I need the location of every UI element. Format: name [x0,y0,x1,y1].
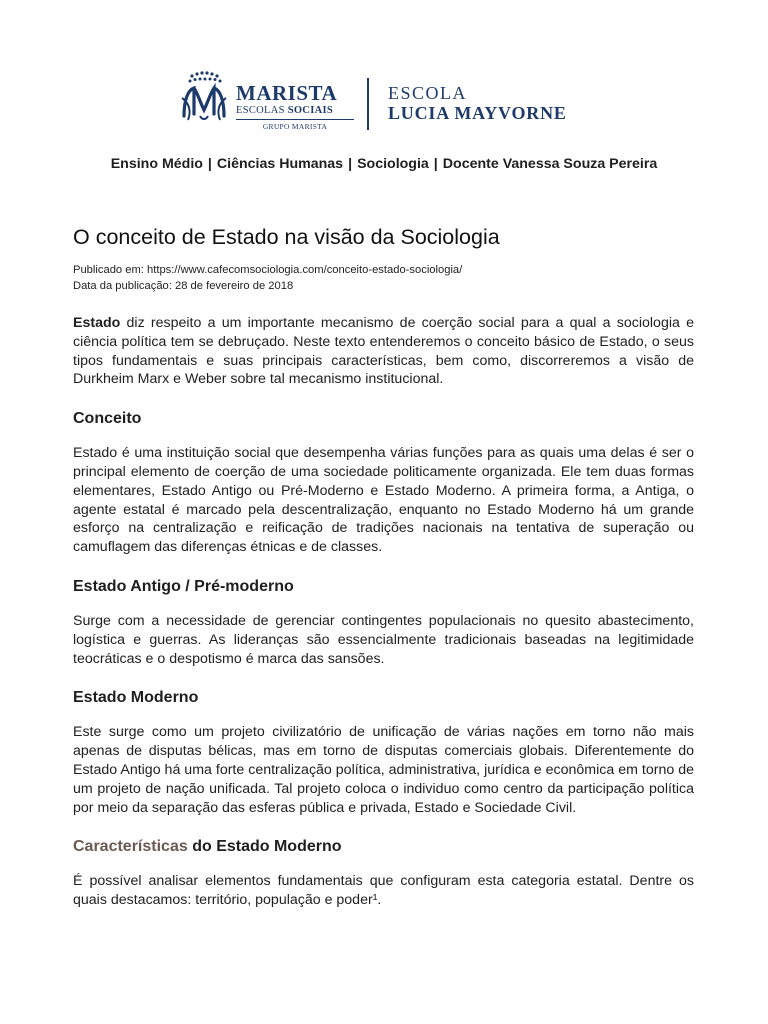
course-line [0,156,768,172]
marista-sub-light: ESCOLAS [236,105,288,116]
section-body-estado-moderno: Este surge como um projeto civilizatório de unificação de várias nações em torno não mais apenas de disputas bélicas, mas em torno de disputas comerciais globais. Diferentemente do Estado Antigo há uma forte centralização política, administrativa, jurídica e econômica em torno de um projeto de nação unificada. Tal projeto coloca o individuo como centro da participação política por meio da separação das esferas pública e privada, Estado e Sociedade Civil. [73,724,694,816]
intro-paragraph [73,314,694,389]
section-heading-estado-antigo: Estado Antigo / Pré-moderno [73,577,294,595]
course-item-area: Ciências Humanas [216,156,344,172]
marista-group: GRUPO MARISTA [262,122,328,131]
marista-wordmark [236,82,354,131]
course-separator: | [348,156,353,172]
section-heading-estado-moderno: Estado Moderno [73,689,199,707]
article [73,222,694,910]
intro-text: diz respeito a um importante mecanismo de coerção social para a qual a sociologia e ciência política tem se debruçado. Neste texto entenderemos o conceito básico de Estado, o seus tipos fundamentais e suas principais características, bem como, discorreremos a visão de Durkheim Marx e Weber sobre tal mecanismo institucional. [73,315,694,388]
escola-name: LUCIA MAYVORNE [388,103,567,123]
marista-subtitle [236,105,354,120]
logo-divider [367,78,369,130]
course-item-subject: Sociologia [357,156,429,172]
section-heading-conceito: Conceito [73,410,142,428]
intro-bold-term: Estado [73,315,121,331]
marista-logo-icon [178,70,230,128]
escola-logo [388,84,567,123]
publication-date: Data da publicação: 28 de fevereiro de 2018 [73,280,294,292]
escola-label: ESCOLA [388,83,468,103]
section-heading-caracteristicas [73,837,694,857]
header-logos [178,70,598,134]
section-body-caracteristicas: É possível analisar elementos fundamentais que configuram esta categoria estatal. Dentre os quais destacamos: território, população e poder¹. [73,873,694,909]
section-body-conceito: Estado é uma instituição social que desempenha várias funções para as quais uma delas é ser o principal elemento de coerção de uma sociedade politicamente organizada. Ele tem duas formas elementares, Estado Antigo ou Pré-Moderno e Estado Moderno. A primeira forma, a Antiga, o agente estatal é marcado pela descentralização, enquanto no Estado Moderno há um grande esforço na centralização e reificação de tradições nacionais na tentativa de superação ou camuflagem das diferenças étnicas e de classes. [73,445,694,556]
course-separator: | [433,156,438,172]
heading-rest: do Estado Moderno [187,838,342,856]
marista-sub-bold: SOCIAIS [287,105,333,116]
published-source: Publicado em: https://www.cafecomsociologia.com/conceito-estado-sociologia/ [73,264,463,276]
course-item-teacher: Docente Vanessa Souza Pereira [442,156,658,172]
marista-title: MARISTA [236,81,338,105]
page-title: O conceito de Estado na visão da Sociologia [73,225,500,249]
course-separator: | [207,156,212,172]
course-item-level: Ensino Médio [110,156,203,172]
section-body-estado-antigo: Surge com a necessidade de gerenciar contingentes populacionais no quesito abastecimento, logística e guerras. As lideranças são essencialmente tradicionais baseadas na legitimidade teocráticas e o despotismo é marca das sansões. [73,612,694,667]
heading-muted-word: Características [73,838,188,856]
